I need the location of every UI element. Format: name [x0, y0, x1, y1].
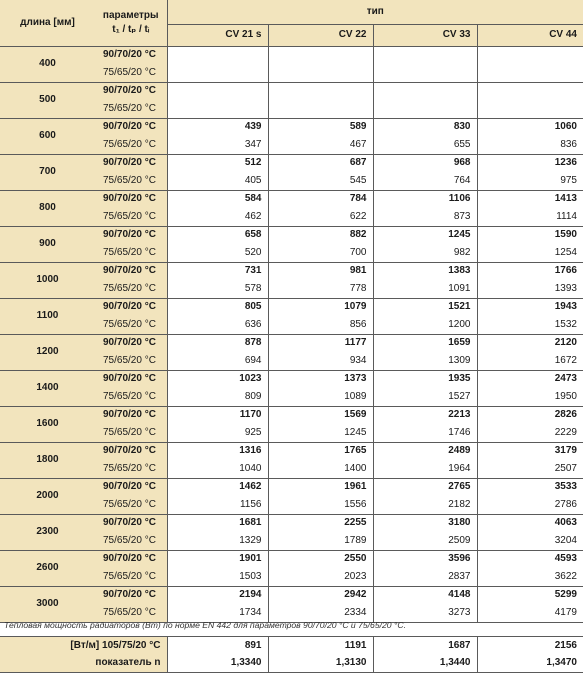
power-cv44-75-65: 2786 — [477, 496, 583, 514]
power-cv44-75-65 — [477, 100, 583, 118]
power-cv44-90-70: 3533 — [477, 478, 583, 496]
power-cv22-75-65: 778 — [268, 280, 373, 298]
power-cv21s-90-70: 658 — [167, 226, 268, 244]
param-cell-90-70: 90/70/20 °C — [95, 334, 167, 352]
power-cv44-75-65: 2507 — [477, 460, 583, 478]
table-row — [0, 298, 583, 316]
power-cv21s-75-65: 1040 — [167, 460, 268, 478]
power-cv33-75-65: 655 — [373, 136, 477, 154]
footer-watts-cv22: 1191 — [268, 637, 373, 655]
footer-exponent-cv22: 1,3130 — [268, 655, 373, 673]
power-cv44-90-70: 2473 — [477, 370, 583, 388]
power-cv21s-75-65: 1329 — [167, 532, 268, 550]
power-cv21s-75-65: 694 — [167, 352, 268, 370]
power-cv21s-90-70: 512 — [167, 154, 268, 172]
power-cv44-90-70: 1766 — [477, 262, 583, 280]
power-cv44-90-70: 1236 — [477, 154, 583, 172]
power-cv21s-75-65 — [167, 64, 268, 82]
table-row — [0, 334, 583, 352]
power-cv44-90-70: 1943 — [477, 298, 583, 316]
power-cv22-90-70: 589 — [268, 118, 373, 136]
power-cv33-90-70: 830 — [373, 118, 477, 136]
power-cv33-90-70 — [373, 46, 477, 64]
power-cv21s-75-65: 809 — [167, 388, 268, 406]
power-cv21s-90-70 — [167, 82, 268, 100]
header-params-sub: t₁ / tₚ / tᵢ — [112, 23, 150, 35]
power-cv21s-90-70: 1462 — [167, 478, 268, 496]
param-cell-75-65: 75/65/20 °C — [95, 532, 167, 550]
power-cv33-90-70: 2213 — [373, 406, 477, 424]
power-cv21s-75-65: 1156 — [167, 496, 268, 514]
power-cv33-75-65: 3273 — [373, 604, 477, 622]
table-row — [0, 46, 583, 64]
footer-watts-label: [Вт/м] 105/75/20 °C — [0, 637, 167, 655]
header-type-cv21s: CV 21 s — [167, 24, 268, 46]
power-cv21s-90-70: 1170 — [167, 406, 268, 424]
footer-watts-cv44: 2156 — [477, 637, 583, 655]
power-cv21s-75-65: 1734 — [167, 604, 268, 622]
table-row — [0, 550, 583, 568]
power-cv22-90-70: 1569 — [268, 406, 373, 424]
power-cv33-90-70: 968 — [373, 154, 477, 172]
param-cell-75-65: 75/65/20 °C — [95, 244, 167, 262]
table-row — [0, 118, 583, 136]
power-cv44-75-65: 3204 — [477, 532, 583, 550]
power-cv44-75-65: 1950 — [477, 388, 583, 406]
power-cv33-75-65: 1527 — [373, 388, 477, 406]
power-cv21s-90-70: 1901 — [167, 550, 268, 568]
power-cv44-75-65: 1254 — [477, 244, 583, 262]
power-cv33-75-65: 1091 — [373, 280, 477, 298]
table-row — [0, 190, 583, 208]
param-cell-90-70: 90/70/20 °C — [95, 46, 167, 64]
power-cv22-75-65: 700 — [268, 244, 373, 262]
param-cell-90-70: 90/70/20 °C — [95, 514, 167, 532]
power-cv33-75-65: 1964 — [373, 460, 477, 478]
length-cell: 1000 — [0, 262, 95, 298]
power-cv33-90-70: 4148 — [373, 586, 477, 604]
power-cv44-75-65 — [477, 64, 583, 82]
power-cv21s-90-70: 1681 — [167, 514, 268, 532]
param-cell-90-70: 90/70/20 °C — [95, 226, 167, 244]
power-cv22-75-65: 1789 — [268, 532, 373, 550]
power-cv33-75-65: 1309 — [373, 352, 477, 370]
length-cell: 400 — [0, 46, 95, 82]
power-cv22-90-70: 981 — [268, 262, 373, 280]
param-cell-75-65: 75/65/20 °C — [95, 172, 167, 190]
header-type-cv33: CV 33 — [373, 24, 477, 46]
power-cv21s-75-65: 1503 — [167, 568, 268, 586]
power-cv21s-75-65: 520 — [167, 244, 268, 262]
param-cell-75-65: 75/65/20 °C — [95, 568, 167, 586]
power-cv22-90-70: 2942 — [268, 586, 373, 604]
power-cv22-75-65: 1089 — [268, 388, 373, 406]
power-cv21s-75-65: 636 — [167, 316, 268, 334]
table-row — [0, 154, 583, 172]
power-cv33-90-70: 3596 — [373, 550, 477, 568]
power-cv21s-90-70: 439 — [167, 118, 268, 136]
power-cv21s-90-70: 1316 — [167, 442, 268, 460]
power-cv33-90-70: 1245 — [373, 226, 477, 244]
power-cv44-90-70: 5299 — [477, 586, 583, 604]
power-cv22-90-70: 2550 — [268, 550, 373, 568]
footer-watts-cv21s: 891 — [167, 637, 268, 655]
power-cv21s-75-65: 578 — [167, 280, 268, 298]
length-cell: 2300 — [0, 514, 95, 550]
footer-exponent-cv33: 1,3440 — [373, 655, 477, 673]
param-cell-75-65: 75/65/20 °C — [95, 604, 167, 622]
power-cv22-90-70: 1961 — [268, 478, 373, 496]
power-cv44-90-70 — [477, 46, 583, 64]
power-cv22-90-70: 882 — [268, 226, 373, 244]
power-cv44-75-65: 836 — [477, 136, 583, 154]
length-cell: 600 — [0, 118, 95, 154]
header-type: тип — [167, 0, 583, 24]
header-type-cv22: CV 22 — [268, 24, 373, 46]
header-length: длина [мм] — [0, 0, 95, 46]
table-row — [0, 442, 583, 460]
power-cv33-75-65 — [373, 64, 477, 82]
param-cell-90-70: 90/70/20 °C — [95, 118, 167, 136]
power-cv21s-75-65: 405 — [167, 172, 268, 190]
power-cv22-90-70: 2255 — [268, 514, 373, 532]
header-params-title: параметры — [102, 9, 159, 21]
power-cv21s-90-70: 731 — [167, 262, 268, 280]
param-cell-90-70: 90/70/20 °C — [95, 82, 167, 100]
power-cv33-75-65: 982 — [373, 244, 477, 262]
footer-table — [0, 636, 583, 673]
table-row — [0, 262, 583, 280]
power-cv33-90-70: 1659 — [373, 334, 477, 352]
power-cv33-90-70: 2765 — [373, 478, 477, 496]
power-cv22-75-65: 1556 — [268, 496, 373, 514]
power-cv22-90-70: 1177 — [268, 334, 373, 352]
param-cell-75-65: 75/65/20 °C — [95, 136, 167, 154]
power-cv22-90-70: 1373 — [268, 370, 373, 388]
power-cv44-90-70 — [477, 82, 583, 100]
header-params — [95, 0, 167, 46]
param-cell-75-65: 75/65/20 °C — [95, 208, 167, 226]
power-cv22-90-70: 1079 — [268, 298, 373, 316]
param-cell-90-70: 90/70/20 °C — [95, 298, 167, 316]
power-cv22-75-65 — [268, 64, 373, 82]
length-cell: 1100 — [0, 298, 95, 334]
power-cv44-75-65: 4179 — [477, 604, 583, 622]
power-cv22-90-70 — [268, 82, 373, 100]
param-cell-90-70: 90/70/20 °C — [95, 370, 167, 388]
param-cell-75-65: 75/65/20 °C — [95, 496, 167, 514]
param-cell-90-70: 90/70/20 °C — [95, 190, 167, 208]
power-cv33-90-70: 1106 — [373, 190, 477, 208]
power-cv21s-90-70: 878 — [167, 334, 268, 352]
power-cv44-90-70: 4063 — [477, 514, 583, 532]
header-type-cv44: CV 44 — [477, 24, 583, 46]
power-cv21s-90-70: 1023 — [167, 370, 268, 388]
power-cv22-75-65: 545 — [268, 172, 373, 190]
power-cv44-90-70: 2826 — [477, 406, 583, 424]
power-cv33-75-65: 1200 — [373, 316, 477, 334]
power-cv33-90-70: 1935 — [373, 370, 477, 388]
power-cv22-75-65: 1245 — [268, 424, 373, 442]
power-cv21s-75-65 — [167, 100, 268, 118]
param-cell-75-65: 75/65/20 °C — [95, 100, 167, 118]
param-cell-90-70: 90/70/20 °C — [95, 406, 167, 424]
power-cv22-90-70 — [268, 46, 373, 64]
length-cell: 700 — [0, 154, 95, 190]
table-row — [0, 478, 583, 496]
power-cv21s-90-70: 805 — [167, 298, 268, 316]
table-row — [0, 370, 583, 388]
power-cv44-90-70: 1413 — [477, 190, 583, 208]
power-cv44-75-65: 1672 — [477, 352, 583, 370]
param-cell-75-65: 75/65/20 °C — [95, 424, 167, 442]
table-row — [0, 226, 583, 244]
power-cv33-75-65: 873 — [373, 208, 477, 226]
power-cv44-75-65: 975 — [477, 172, 583, 190]
power-cv44-75-65: 1393 — [477, 280, 583, 298]
power-cv33-75-65: 764 — [373, 172, 477, 190]
power-cv21s-75-65: 347 — [167, 136, 268, 154]
power-cv44-90-70: 2120 — [477, 334, 583, 352]
power-cv21s-90-70: 584 — [167, 190, 268, 208]
power-cv33-75-65: 2509 — [373, 532, 477, 550]
table-row — [0, 514, 583, 532]
power-cv22-75-65: 856 — [268, 316, 373, 334]
power-cv44-75-65: 3622 — [477, 568, 583, 586]
power-cv44-75-65: 2229 — [477, 424, 583, 442]
power-cv21s-75-65: 925 — [167, 424, 268, 442]
param-cell-90-70: 90/70/20 °C — [95, 478, 167, 496]
table-row — [0, 586, 583, 604]
power-cv33-75-65: 2182 — [373, 496, 477, 514]
param-cell-90-70: 90/70/20 °C — [95, 262, 167, 280]
footer-exponent-label: показатель n — [0, 655, 167, 673]
length-cell: 1600 — [0, 406, 95, 442]
power-cv22-75-65: 622 — [268, 208, 373, 226]
power-cv22-75-65: 2023 — [268, 568, 373, 586]
power-cv44-75-65: 1532 — [477, 316, 583, 334]
power-cv44-90-70: 1060 — [477, 118, 583, 136]
power-cv22-75-65: 2334 — [268, 604, 373, 622]
param-cell-75-65: 75/65/20 °C — [95, 460, 167, 478]
length-cell: 1400 — [0, 370, 95, 406]
power-cv44-90-70: 4593 — [477, 550, 583, 568]
table-row — [0, 406, 583, 424]
power-cv21s-90-70 — [167, 46, 268, 64]
length-cell: 3000 — [0, 586, 95, 622]
param-cell-75-65: 75/65/20 °C — [95, 352, 167, 370]
power-cv22-90-70: 1765 — [268, 442, 373, 460]
power-cv22-90-70: 687 — [268, 154, 373, 172]
param-cell-75-65: 75/65/20 °C — [95, 388, 167, 406]
power-cv22-75-65: 1400 — [268, 460, 373, 478]
param-cell-90-70: 90/70/20 °C — [95, 550, 167, 568]
power-cv33-90-70: 3180 — [373, 514, 477, 532]
power-cv22-75-65: 934 — [268, 352, 373, 370]
length-cell: 2600 — [0, 550, 95, 586]
length-cell: 800 — [0, 190, 95, 226]
power-cv33-75-65 — [373, 100, 477, 118]
power-cv33-75-65: 2837 — [373, 568, 477, 586]
param-cell-75-65: 75/65/20 °C — [95, 64, 167, 82]
footer-watts-cv33: 1687 — [373, 637, 477, 655]
power-cv33-90-70: 1521 — [373, 298, 477, 316]
power-cv33-75-65: 1746 — [373, 424, 477, 442]
power-cv33-90-70 — [373, 82, 477, 100]
param-cell-90-70: 90/70/20 °C — [95, 154, 167, 172]
footer-exponent-cv44: 1,3470 — [477, 655, 583, 673]
param-cell-75-65: 75/65/20 °C — [95, 280, 167, 298]
length-cell: 2000 — [0, 478, 95, 514]
power-cv33-90-70: 1383 — [373, 262, 477, 280]
param-cell-75-65: 75/65/20 °C — [95, 316, 167, 334]
length-cell: 1800 — [0, 442, 95, 478]
power-cv44-90-70: 1590 — [477, 226, 583, 244]
param-cell-90-70: 90/70/20 °C — [95, 586, 167, 604]
power-cv44-90-70: 3179 — [477, 442, 583, 460]
footer-exponent-cv21s: 1,3340 — [167, 655, 268, 673]
length-cell: 1200 — [0, 334, 95, 370]
power-cv21s-75-65: 462 — [167, 208, 268, 226]
param-cell-90-70: 90/70/20 °C — [95, 442, 167, 460]
power-cv33-90-70: 2489 — [373, 442, 477, 460]
power-cv21s-90-70: 2194 — [167, 586, 268, 604]
power-cv22-75-65 — [268, 100, 373, 118]
power-cv22-90-70: 784 — [268, 190, 373, 208]
table-row — [0, 82, 583, 100]
power-cv22-75-65: 467 — [268, 136, 373, 154]
power-cv44-75-65: 1114 — [477, 208, 583, 226]
table-note: Тепловая мощность радиаторов (Вт) по норме EN 442 для параметров 90/70/20 °C и 75/65/20 °C. — [4, 620, 406, 630]
length-cell: 500 — [0, 82, 95, 118]
length-cell: 900 — [0, 226, 95, 262]
